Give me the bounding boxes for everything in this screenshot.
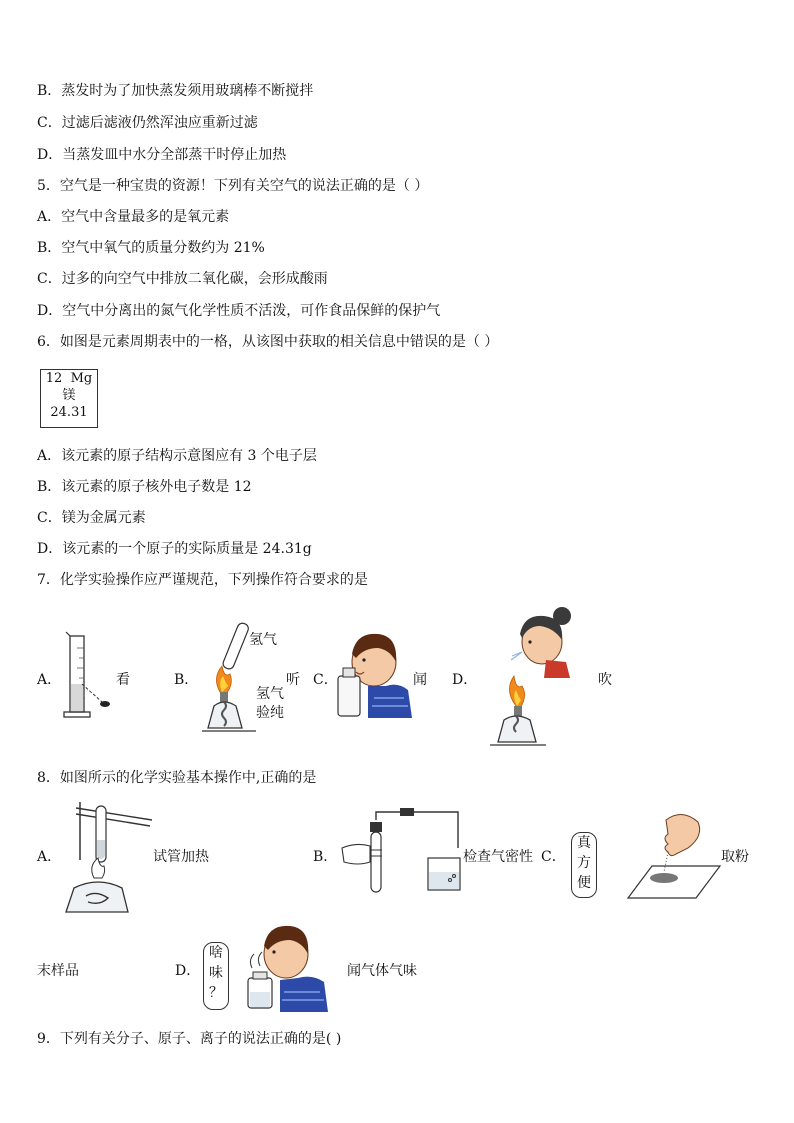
element-symbol: Mg <box>70 371 93 386</box>
atomic-number: 12 <box>45 371 63 386</box>
q7-a-letter: A． <box>37 672 62 688</box>
q7-a-word: 看 <box>116 672 130 688</box>
q8-b-letter: B． <box>313 849 338 865</box>
q7-c-letter: C． <box>313 672 338 688</box>
q8-d-speech-bubble <box>203 942 229 1010</box>
q8-c-caption-continued: 末样品 <box>37 963 79 979</box>
q8-c-speech-bubble <box>571 832 597 898</box>
q8-d-caption: 闻气体气味 <box>347 963 417 979</box>
q8-d-bubble-char-1: 啥 <box>209 945 223 961</box>
q5-option-a: A．空气中含量最多的是氧元素 <box>37 209 230 225</box>
q5-option-d: D．空气中分离出的氮气化学性质不活泼，可作食品保鲜的保护气 <box>37 303 441 319</box>
q7-b-letter: B． <box>174 672 199 688</box>
girl-blowing-out-lamp-illustration <box>484 604 584 748</box>
q9-stem: 9．下列有关分子、原子、离子的说法正确的是( ) <box>37 1031 342 1047</box>
q7-b-test-label-2: 验纯 <box>256 705 284 721</box>
test-tube-heating-illustration <box>64 800 154 918</box>
q7-stem: 7．化学实验操作应严谨规范，下列操作符合要求的是 <box>37 572 368 588</box>
q7-d-word: 吹 <box>598 672 612 688</box>
q8-c-letter: C． <box>541 849 566 865</box>
q8-stem: 8．如图所示的化学实验基本操作中,正确的是 <box>37 770 317 786</box>
q7-b-hydrogen-label: 氢气 <box>249 632 277 648</box>
q8-a-caption: 试管加热 <box>153 849 209 865</box>
hand-taking-powder-illustration <box>612 808 722 902</box>
q8-c-caption: 取粉 <box>721 849 749 865</box>
q6-option-c: C．镁为金属元素 <box>37 510 146 526</box>
q8-c-bubble-char-3: 便 <box>577 875 591 891</box>
q8-c-bubble-char-2: 方 <box>577 855 591 871</box>
q7-c-word: 闻 <box>413 672 427 688</box>
q4-option-c: C．过滤后滤液仍然浑浊应重新过滤 <box>37 115 258 131</box>
q4-option-b: B．蒸发时为了加快蒸发须用玻璃棒不断搅拌 <box>37 83 314 99</box>
q5-option-b: B．空气中氧气的质量分数约为 21% <box>37 240 265 256</box>
atomic-mass: 24.31 <box>50 405 88 420</box>
element-name: 镁 <box>62 388 76 403</box>
airtightness-check-illustration <box>340 828 464 898</box>
periodic-table-cell <box>40 369 98 428</box>
q8-c-bubble-char-1: 真 <box>577 835 591 851</box>
q5-option-c: C．过多的向空气中排放二氧化碳，会形成酸雨 <box>37 271 328 287</box>
q8-d-bubble-char-3: ？ <box>209 985 223 1001</box>
q7-b-word: 听 <box>286 672 300 688</box>
q6-option-a: A．该元素的原子结构示意图应有 3 个电子层 <box>37 448 317 464</box>
q8-b-caption: 检查气密性 <box>463 849 533 865</box>
q8-d-bubble-char-2: 味 <box>209 965 223 981</box>
graduated-cylinder-reading-illustration <box>60 632 120 722</box>
q7-b-test-label-1: 氢气 <box>256 686 284 702</box>
q6-stem: 6．如图是元素周期表中的一格，从该图中获取的相关信息中错误的是（ ） <box>37 334 499 350</box>
q6-option-b: B．该元素的原子核外电子数是 12 <box>37 479 252 495</box>
boy-smelling-bottle-illustration <box>334 628 414 720</box>
q6-option-d: D．该元素的一个原子的实际质量是 24.31g <box>37 541 312 557</box>
q4-option-d: D．当蒸发皿中水分全部蒸干时停止加热 <box>37 147 287 163</box>
boy-smelling-gas-illustration <box>240 918 330 1014</box>
q5-stem: 5．空气是一种宝贵的资源！下列有关空气的说法正确的是（ ） <box>37 178 429 194</box>
q8-a-letter: A． <box>37 849 62 865</box>
q8-d-letter: D． <box>175 963 201 979</box>
q7-d-letter: D． <box>452 672 478 688</box>
